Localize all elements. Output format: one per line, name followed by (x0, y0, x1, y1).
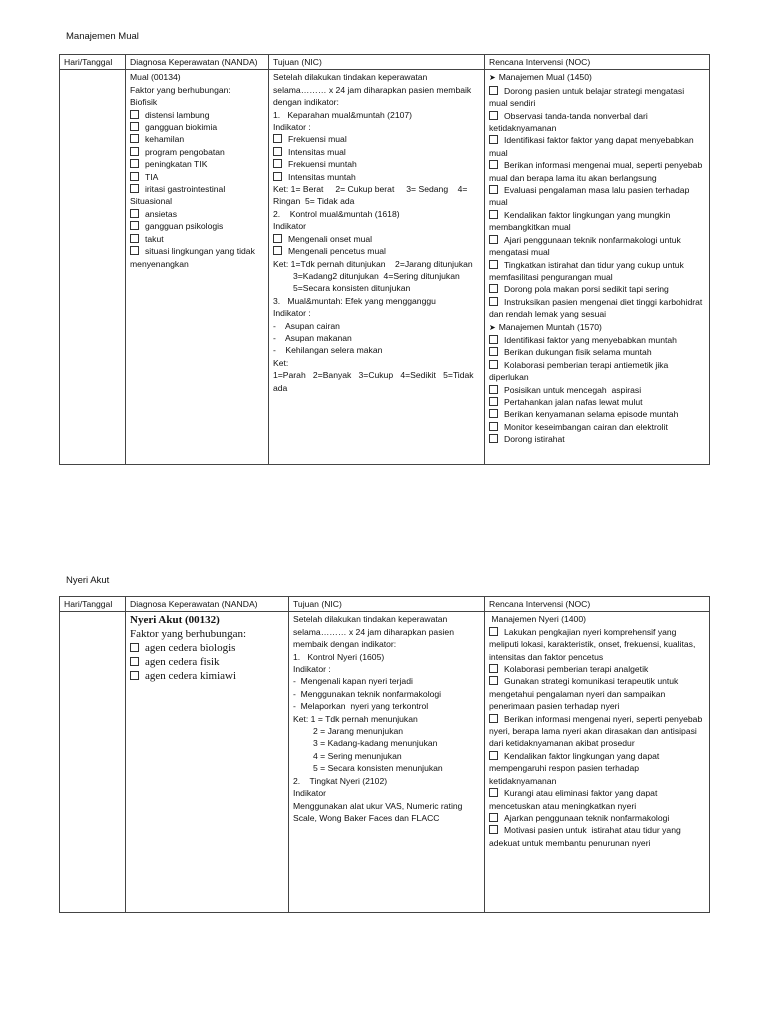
checkbox-icon (489, 185, 498, 194)
list-item-text: Biofisik (130, 97, 158, 108)
list-item (273, 220, 480, 232)
list-item-text: Ket: (273, 357, 289, 368)
list-item (130, 133, 264, 145)
list-item (489, 110, 705, 135)
list-item-text: 2. Kontrol mual&muntah (1618) (273, 208, 400, 219)
section-title-mual: Manajemen Mual (66, 31, 139, 42)
list-item-text: Mengenali pencetus mual (288, 246, 386, 257)
checkbox-icon (130, 246, 139, 255)
list-item (489, 71, 705, 84)
list-item-text: Gunakan strategi komunikasi terapeutik untuk mengetahui pengalaman nyeri dan sampaikan penerimaan pasien terhadap nyeri (489, 676, 681, 712)
list-item-text: kehamilan (145, 134, 185, 145)
cell-tujuan (289, 612, 485, 913)
list-item (273, 245, 480, 257)
list-item (130, 84, 264, 96)
list-item-text: Pertahankan jalan nafas lewat mulut (504, 396, 643, 407)
checkbox-icon (130, 643, 139, 652)
list-item-text: gangguan psikologis (145, 221, 224, 232)
list-item-text: Ket: 1=Tdk pernah ditunjukan 2=Jarang ditunjukan (273, 258, 473, 269)
list-item (489, 675, 705, 712)
list-item-text: ansietas (145, 208, 178, 219)
list-item (489, 296, 705, 321)
header-rencana: Rencana Intervensi (NOC) (485, 55, 710, 70)
header-rencana: Rencana Intervensi (NOC) (485, 597, 710, 612)
list-item (489, 259, 705, 284)
checkbox-icon (489, 397, 498, 406)
cell-tujuan (269, 70, 485, 465)
checkbox-icon (273, 172, 282, 181)
list-item (489, 359, 705, 384)
table-body-row (60, 70, 710, 465)
list-item (273, 369, 480, 394)
checkbox-icon (489, 664, 498, 673)
list-item-text: Posisikan untuk mencegah aspirasi (504, 384, 642, 395)
header-diagnosa: Diagnosa Keperawatan (NANDA) (126, 55, 269, 70)
list-item-text: Dorong pasien untuk belajar strategi mengatasi mual sendiri (489, 85, 687, 109)
list-item (130, 171, 264, 183)
list-item (489, 787, 705, 812)
list-item (130, 109, 264, 121)
list-item (130, 613, 284, 627)
list-item-text: agen cedera biologis (145, 642, 236, 655)
checkbox-icon (489, 813, 498, 822)
list-item-text: 5 = Secara konsisten menunjukan (313, 763, 443, 774)
cell-diagnosa (126, 70, 269, 465)
list-item-text: Kendalikan faktor lingkungan yang dapat mempengaruhi respon pasien terhadap ketidaknyamanan (489, 750, 662, 786)
list-item (293, 663, 480, 675)
list-item-text: Motivasi pasien untuk istirahat atau tidur yang adekuat untuk membantu penurunan nyeri (489, 825, 684, 848)
checkbox-icon (273, 147, 282, 156)
list-item-text: Situasional (130, 196, 173, 207)
checkbox-icon (489, 210, 498, 219)
checkbox-icon (130, 110, 139, 119)
checkbox-icon (489, 297, 498, 306)
list-item-text: Indikator : (273, 122, 311, 133)
checkbox-icon (489, 160, 498, 169)
list-item-text: Lakukan pengkajian nyeri komprehensif yang meliputi lokasi, karakteristik, onset, frekuensi, kualitas, intensitas dan faktor pencetus (489, 626, 698, 662)
list-item (489, 750, 705, 787)
cell-hari-tanggal (60, 612, 126, 913)
table-body-row (60, 612, 710, 913)
list-item (293, 750, 480, 762)
list-item (130, 245, 264, 270)
list-item (489, 824, 705, 849)
list-item-text: Identifikasi faktor yang menyebabkan muntah (504, 334, 677, 345)
list-item-text: iritasi gastrointestinal (145, 184, 226, 195)
header-tujuan: Tujuan (NIC) (289, 597, 485, 612)
table-manajemen-mual (59, 54, 710, 465)
list-item-text: - Asupan cairan (273, 320, 340, 331)
list-item-text: 1. Kontrol Nyeri (1605) (293, 651, 385, 662)
list-item-text: Setelah dilakukan tindakan keperawatan selama……… x 24 jam diharapkan pasien membaik dengan indikator: (273, 72, 474, 108)
list-item (489, 283, 705, 295)
list-item-text: - Melaporkan nyeri yang terkontrol (293, 701, 429, 712)
list-item-text: Manajemen Mual (1450) (498, 72, 592, 83)
checkbox-icon (489, 676, 498, 685)
list-item (293, 613, 480, 650)
list-item-text: program pengobatan (145, 146, 225, 157)
list-item-text: Mual (00134) (130, 72, 181, 83)
list-item (293, 737, 480, 749)
list-item-text: 3. Mual&muntah: Efek yang mengganggu (273, 295, 436, 306)
checkbox-icon (130, 172, 139, 181)
list-item (273, 320, 480, 332)
list-item-text: Dorong pola makan porsi sedikit tapi sering (504, 284, 669, 295)
section-title-nyeri: Nyeri Akut (66, 575, 110, 586)
list-item-text: 3 = Kadang-kadang menunjukan (313, 738, 438, 749)
list-item (293, 688, 480, 700)
checkbox-icon (489, 788, 498, 797)
list-item (273, 258, 480, 270)
list-item (130, 627, 284, 641)
checkbox-icon (130, 671, 139, 680)
list-item-text: Indikator : (293, 664, 331, 675)
list-item-text: Berikan kenyamanan selama episode muntah (504, 409, 679, 420)
list-item (489, 613, 705, 625)
list-item-text: Tingkatkan istirahat dan tidur yang cukup untuk memfasilitasi pengurangan mual (489, 259, 687, 282)
checkbox-icon (130, 234, 139, 243)
list-item-text: Identifikasi faktor faktor yang dapat menyebabkan mual (489, 135, 697, 158)
checkbox-icon (489, 111, 498, 120)
list-item-text: - Menggunakan teknik nonfarmakologi (293, 688, 442, 699)
list-item (489, 626, 705, 663)
list-item (273, 158, 480, 170)
list-item (489, 134, 705, 159)
checkbox-icon (489, 360, 498, 369)
list-item-text: Intensitas mual (288, 146, 346, 157)
list-item (273, 183, 480, 208)
list-item (273, 109, 480, 121)
checkbox-icon (489, 714, 498, 723)
checkbox-icon (489, 825, 498, 834)
list-item (130, 121, 264, 133)
list-item (273, 270, 480, 282)
checkbox-icon (489, 284, 498, 293)
arrow-bullet-icon: ➤ (489, 322, 496, 332)
list-item-text: Instruksikan pasien mengenai diet tinggi karbohidrat dan rendah lemak yang sesuai (489, 296, 705, 320)
list-item (273, 344, 480, 356)
list-item-text: TIA (145, 171, 159, 182)
table-nyeri-akut (59, 596, 710, 913)
list-item-text: 2 = Jarang menunjukan (313, 726, 404, 737)
list-item-text: Nyeri Akut (00132) (130, 614, 220, 627)
list-item (293, 762, 480, 774)
cell-diagnosa (126, 612, 289, 913)
list-item (273, 121, 480, 133)
checkbox-icon (489, 135, 498, 144)
checkbox-icon (489, 347, 498, 356)
list-item-text: distensi lambung (145, 109, 210, 120)
checkbox-icon (130, 657, 139, 666)
list-item-text: Berikan dukungan fisik selama muntah (504, 347, 652, 358)
checkbox-icon (130, 134, 139, 143)
list-item (293, 725, 480, 737)
checkbox-icon (489, 751, 498, 760)
list-item (489, 812, 705, 824)
list-item (293, 700, 480, 712)
list-item-text: Ket: 1= Berat 2= Cukup berat 3= Sedang 4= Ringan 5= Tidak ada (273, 184, 470, 207)
list-item (273, 282, 480, 294)
list-item (273, 171, 480, 183)
header-diagnosa: Diagnosa Keperawatan (NANDA) (126, 597, 289, 612)
list-item-text: Faktor yang berhubungan: (130, 628, 247, 641)
list-item (293, 713, 480, 725)
list-item-text: 3=Kadang2 ditunjukan 4=Sering ditunjukan (293, 270, 460, 281)
list-item (293, 800, 480, 825)
list-item-text: Mengenali onset mual (288, 233, 373, 244)
checkbox-icon (130, 184, 139, 193)
list-item (273, 332, 480, 344)
list-item (130, 641, 284, 655)
list-item (130, 158, 264, 170)
list-item-text: gangguan biokimia (145, 122, 218, 133)
list-item (489, 334, 705, 346)
checkbox-icon (489, 335, 498, 344)
list-item-text: Observasi tanda-tanda nonverbal dari ketidaknyamanan (489, 110, 651, 134)
checkbox-icon (489, 260, 498, 269)
list-item (130, 146, 264, 158)
list-item-text: Intensitas muntah (288, 171, 356, 182)
list-item-text: agen cedera fisik (145, 656, 220, 669)
list-item (130, 183, 264, 195)
arrow-bullet-icon: ➤ (489, 73, 496, 83)
list-item (273, 233, 480, 245)
list-item-text: peningkatan TIK (145, 159, 208, 170)
checkbox-icon (130, 122, 139, 131)
list-item-text: Frekuensi muntah (288, 159, 357, 170)
table-header-row (60, 597, 710, 612)
list-item (489, 433, 705, 445)
list-item-text: Manajemen Nyeri (1400) (489, 614, 586, 625)
list-item-text: Ajarkan penggunaan teknik nonfarmakologi (504, 812, 670, 823)
list-item (293, 675, 480, 687)
list-item-text: Indikator (273, 221, 306, 232)
list-item (489, 234, 705, 259)
list-item (273, 295, 480, 307)
list-item-text: Indikator : (273, 308, 311, 319)
list-item-text: - Kehilangan selera makan (273, 345, 383, 356)
list-item-text: Faktor yang berhubungan: (130, 84, 231, 95)
list-item (273, 146, 480, 158)
header-hari-tanggal: Hari/Tanggal (60, 55, 126, 70)
list-item (489, 184, 705, 209)
list-item (489, 346, 705, 358)
checkbox-icon (130, 221, 139, 230)
list-item-text: situasi lingkungan yang tidak menyenangkan (130, 246, 258, 269)
list-item (489, 421, 705, 433)
list-item-text: Setelah dilakukan tindakan keperawatan selama……… x 24 jam diharapkan pasien membaik dengan indikator: (293, 614, 457, 650)
list-item-text: Indikator (293, 788, 326, 799)
list-item-text: Manajemen Muntah (1570) (498, 321, 602, 332)
list-item-text: 1=Parah 2=Banyak 3=Cukup 4=Sedikit 5=Tidak ada (273, 370, 476, 393)
list-item-text: takut (145, 233, 164, 244)
list-item (489, 209, 705, 234)
list-item (273, 208, 480, 220)
checkbox-icon (273, 246, 282, 255)
list-item (293, 775, 480, 787)
checkbox-icon (489, 627, 498, 636)
list-item (293, 651, 480, 663)
list-item-text: Menggunakan alat ukur VAS, Numeric rating Scale, Wong Baker Faces dan FLACC (293, 800, 465, 823)
list-item (130, 233, 264, 245)
list-item-text: agen cedera kimiawi (145, 670, 237, 683)
list-item (130, 655, 284, 669)
checkbox-icon (273, 234, 282, 243)
list-item (130, 208, 264, 220)
checkbox-icon (489, 385, 498, 394)
list-item (130, 669, 284, 683)
checkbox-icon (489, 434, 498, 443)
header-tujuan: Tujuan (NIC) (269, 55, 485, 70)
list-item (489, 408, 705, 420)
list-item (273, 307, 480, 319)
checkbox-icon (130, 159, 139, 168)
list-item (489, 85, 705, 110)
list-item (489, 396, 705, 408)
list-item-text: 5=Secara konsisten ditunjukan (293, 283, 411, 294)
list-item (293, 787, 480, 799)
list-item (130, 220, 264, 232)
list-item-text: - Asupan makanan (273, 332, 352, 343)
checkbox-icon (489, 235, 498, 244)
checkbox-icon (130, 209, 139, 218)
list-item (489, 663, 705, 675)
cell-hari-tanggal (60, 70, 126, 465)
header-hari-tanggal: Hari/Tanggal (60, 597, 126, 612)
cell-rencana (485, 612, 710, 913)
checkbox-icon (273, 134, 282, 143)
list-item-text: Frekuensi mual (288, 134, 347, 145)
cell-rencana (485, 70, 710, 465)
list-item-text: 2. Tingkat Nyeri (2102) (293, 775, 388, 786)
list-item (273, 133, 480, 145)
list-item (130, 96, 264, 108)
list-item (489, 321, 705, 334)
list-item-text: Dorong istirahat (504, 434, 565, 445)
list-item-text: Evaluasi pengalaman masa lalu pasien terhadap mual (489, 185, 692, 208)
list-item-text: Ajari penggunaan teknik nonfarmakologi untuk mengatasi mual (489, 234, 684, 258)
list-item-text: 4 = Sering menunjukan (313, 750, 402, 761)
table-header-row (60, 55, 710, 70)
list-item-text: Berikan informasi mengenai mual, seperti penyebab mual dan berapa lama itu akan berlangsung (489, 160, 705, 183)
list-item-text: Kendalikan faktor lingkungan yang mungkin membangkitkan mual (489, 209, 673, 233)
list-item (489, 713, 705, 750)
list-item-text: Ket: 1 = Tdk pernah menunjukan (293, 713, 418, 724)
list-item (130, 195, 264, 207)
list-item-text: 1. Keparahan mual&muntah (2107) (273, 109, 413, 120)
list-item-text: Berikan informasi mengenai nyeri, seperti penyebab nyeri, berapa lama nyeri akan dirasakan dan antisipasi dari ketidaknyamanan akibat prosedur (489, 713, 705, 749)
checkbox-icon (489, 422, 498, 431)
list-item-text: Kolaborasi pemberian terapi analgetik (504, 664, 649, 675)
checkbox-icon (489, 409, 498, 418)
list-item-text: Kurangi atau eliminasi faktor yang dapat mencetuskan atau meningkatkan nyeri (489, 788, 660, 811)
list-item-text: - Mengenali kapan nyeri terjadi (293, 676, 413, 687)
list-item-text: Kolaborasi pemberian terapi antiemetik jika diperlukan (489, 359, 671, 383)
list-item (273, 71, 480, 108)
list-item (489, 159, 705, 184)
list-item (489, 384, 705, 396)
checkbox-icon (273, 159, 282, 168)
checkbox-icon (130, 147, 139, 156)
list-item (273, 357, 480, 369)
list-item (130, 71, 264, 83)
list-item-text: Monitor keseimbangan cairan dan elektrolit (504, 421, 668, 432)
checkbox-icon (489, 86, 498, 95)
